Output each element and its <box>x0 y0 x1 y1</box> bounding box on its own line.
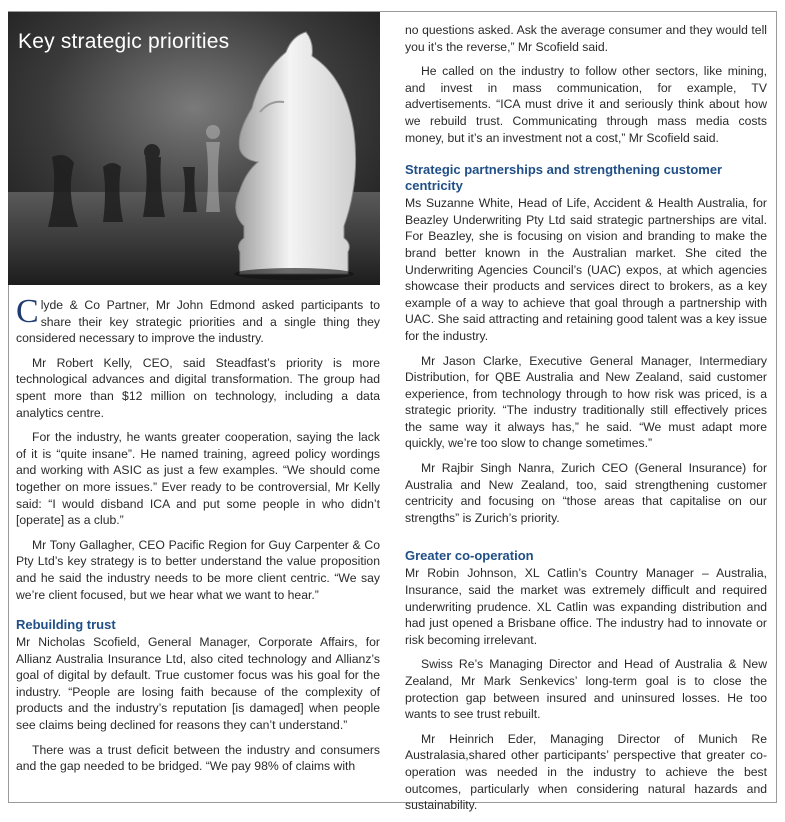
paragraph: Mr Rajbir Singh Nanra, Zurich CEO (General Insurance) for Australia and New Zealand, too, said strengthening customer centricity and focusing on “those areas that capitalise on our strengths” is Zurich’s priority. <box>405 461 767 525</box>
hero-image <box>8 12 380 285</box>
paragraph-intro-text: lyde & Co Partner, Mr John Edmond asked participants to share their key strategic priorities and a single thing they considered necessary to improve the industry. <box>16 298 380 346</box>
paragraph: Mr Nicholas Scofield, General Manager, Corporate Affairs, for Allianz Australia Insurance Ltd, also cited technology and Allianz’s goal of digital by default. True customer focus was his goal for the industry. “People are losing faith because of the complexity of products and the industry’s reputation [is damaged] when people see claims being declined for reasons they can’t understand.” <box>16 635 380 733</box>
paragraph: Mr Robin Johnson, XL Catlin’s Country Manager – Australia, Insurance, said the market was extremely difficult and required underwriting prudence. XL Catlin was expanding distribution and had just opened a Brisbane office. The industry had to innovate or risk becoming irrelevant. <box>405 566 767 647</box>
right-column <box>405 22 767 822</box>
section-heading-strategic-partnerships: Strategic partnerships and strengthening customer centricity <box>405 162 723 194</box>
section-heading-greater-cooperation: Greater co-operation <box>405 548 534 564</box>
drop-cap: C <box>16 293 39 330</box>
paragraph: Mr Heinrich Eder, Managing Director of Munich Re Australasia,shared other participants’ perspective that greater co-operation was needed in the industry to achieve the best outcomes, particularly when considering natural hazards and sustainability. <box>405 731 767 813</box>
paragraph: For the industry, he wants greater cooperation, saying the lack of it is “quite insane”. He named training, agreed policy wordings and working with ASIC as just a few examples. “We should come together on more issues.” Ever ready to be controversial, Mr Kelly said: “I would disband ICA and put some people in who didn’t [operate] as a club.” <box>16 430 380 528</box>
paragraph: Mr Tony Gallagher, CEO Pacific Region for Guy Carpenter & Co Pty Ltd’s key strategy is to better understand the value proposition and he said the industry needs to be more client centric. “We say we’re client focused, but we hear what we want to hear.” <box>16 537 380 602</box>
paragraph: no questions asked. Ask the average consumer and they would tell you it’s the reverse,” Mr Scofield said. <box>405 23 767 54</box>
left-column <box>8 12 380 783</box>
paragraph: Mr Jason Clarke, Executive General Manager, Intermediary Distribution, for QBE Australia and New Zealand, said customer experience, from technology through to how risk was priced, is a strategic priority. “The industry traditionally still effectively prices the same way it always has,” he said. “We must adapt more quickly, we’re too slow to change sometimes.” <box>405 353 767 451</box>
left-body <box>8 293 380 775</box>
paragraph: Ms Suzanne White, Head of Life, Accident & Health Australia, for Beazley Underwriting Pty Ltd said strategic partnerships are vital. For Beazley, she is focusing on vision and branding to make the brand better known in the Australian market. She cited the Underwriting Agencies Council’s (UAC) expos, at which agencies showcase their products and services direct to brokers, as a key example of a way to achieve that goal through a partnership with UAC. She said attracting and retaining good talent was a key issue for the industry. <box>405 196 767 343</box>
hero-title: Key strategic priorities <box>18 30 230 53</box>
section-heading-rebuilding-trust: Rebuilding trust <box>16 617 116 633</box>
paragraph: Swiss Re’s Managing Director and Head of Australia & New Zealand, Mr Mark Senkevics’ long-term goal is to close the protection gap between insured and uninsured losses. He too wants to see trust rebuilt. <box>405 657 767 722</box>
paragraph: Mr Robert Kelly, CEO, said Steadfast’s priority is more technological advances and digital transformation. The group had spent more than $12 million on technology, including a data analytics centre. <box>16 355 380 420</box>
paragraph: He called on the industry to follow other sectors, like mining, and invest in mass communication, for example, TV advertisements. “ICA must drive it and seriously think about how we rebuild trust. Communicating through mass media costs money, but it’s an investment not a cost,” Mr Scofield said. <box>405 64 767 145</box>
paragraph-intro <box>16 293 380 347</box>
paragraph: There was a trust deficit between the industry and consumers and the gap needed to be bridged. “We pay 98% of claims with <box>16 742 380 774</box>
